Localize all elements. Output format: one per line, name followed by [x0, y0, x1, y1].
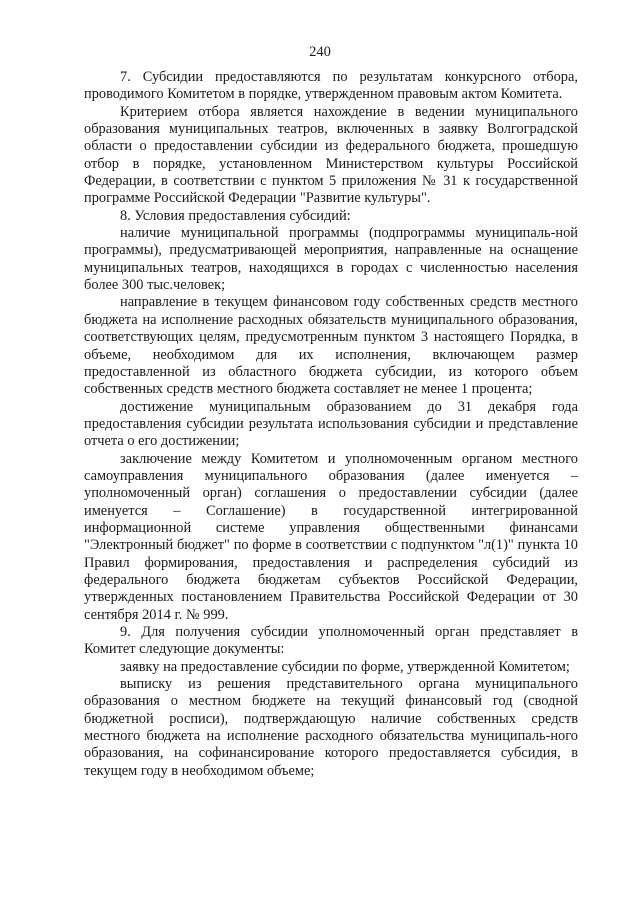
paragraph-condition-agreement: заключение между Комитетом и уполномоченным органом местного самоуправления муниципального образования (далее именуется – уполномоченный орган) соглашения о предоставлении субсидии (далее именуется – Соглашение) в государственной интегрированной информационной системе управления общественными финансами "Электронный бюджет" по форме в соответствии с подпунктом "л(1)" пункта 10 Правил формирования, предоставления и распределения субсидий из федерального бюджета бюджетам субъектов Российской Федерации, утвержденных постановлением Правительства Российской Федерации от 30 сентября 2014 г. № 999.	[84, 450, 578, 623]
paragraph-selection-criterion: Критерием отбора является нахождение в ведении муниципального образования муниципальных театров, включенных в заявку Волгоградской области о предоставлении субсидии из федерального бюджета, прошедшую отбор в порядке, установленном Министерством культуры Российской Федерации, в соответствии с пунктом 5 приложения № 31 к государственной программе Российской Федерации "Развитие культуры".	[84, 103, 578, 207]
paragraph-9-documents-heading: 9. Для получения субсидии уполномоченный орган представляет в Комитет следующие документы:	[84, 624, 578, 658]
paragraph-document-budget-extract: выписку из решения представительного органа муниципального образования о местном бюджете на текущий финансовый год (сводной бюджетной росписи), подтверждающую наличие собственных средств местного бюджета на исполнение расходного обязательства муниципаль-ного образования, на софинансирование которого предоставляется субсидия, в текущем году в необходимом объеме;	[84, 676, 578, 779]
document-body	[84, 69, 578, 780]
paragraph-condition-municipal-program: наличие муниципальной программы (подпрограммы муниципаль-ной программы), предусматривающей мероприятия, направленные на оснащение муниципальных театров, находящихся в городах с численностью населения более 300 тыс.человек;	[84, 225, 578, 294]
paragraph-8-conditions-heading: 8. Условия предоставления субсидий:	[120, 207, 351, 224]
page-number: 240	[309, 44, 331, 60]
paragraph-condition-result: достижение муниципальным образованием до 31 декабря года предоставления субсидии результата использования субсидии и представление отчета о его достижении;	[84, 398, 578, 450]
paragraph-condition-own-funds: направление в текущем финансовом году собственных средств местного бюджета на исполнение расходных обязательств муниципального образования, соответствующих целям, предусмотренным пунктом 3 настоящего Порядка, в объеме, необходимом для их исполнения, включающем размер предоставленной из областного бюджета субсидии, из которого объем собственных средств местного бюджета составляет не менее 1 процента;	[84, 294, 578, 398]
paragraph-7-subsidy-selection: 7. Субсидии предоставляются по результатам конкурсного отбора, проводимого Комитетом в порядке, утвержденном правовым актом Комитета.	[84, 69, 578, 103]
paragraph-document-application: заявку на предоставление субсидии по форме, утвержденной Комитетом;	[120, 658, 570, 675]
